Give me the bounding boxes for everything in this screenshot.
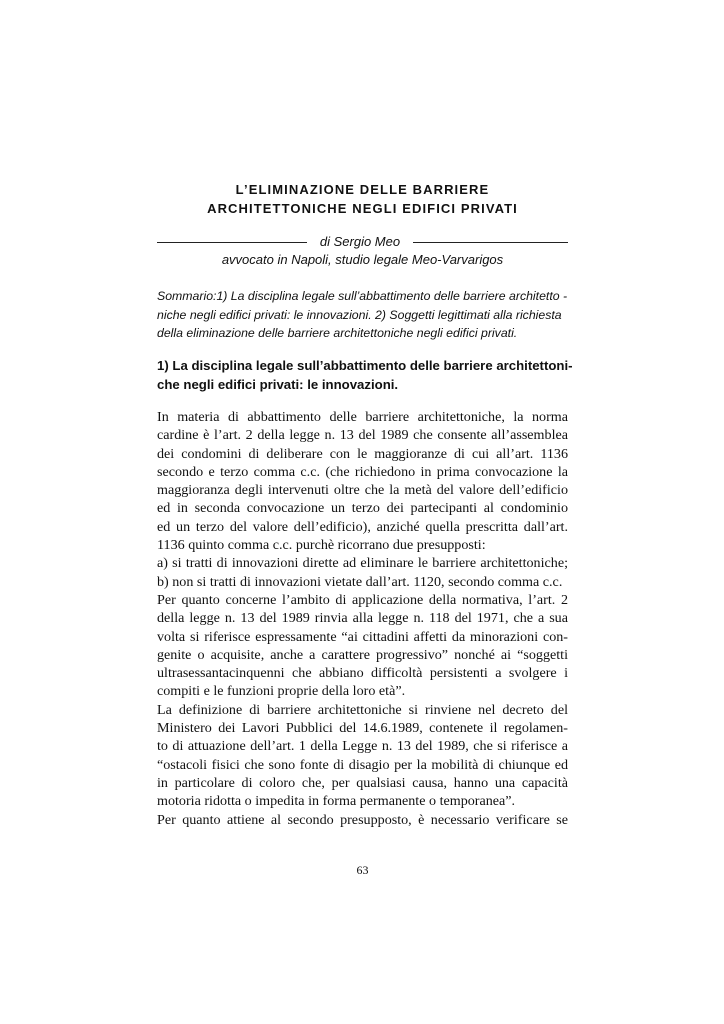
body-line: della legge n. 13 del 1989 rinvia alla legge n. 118 del 1971, che a sua [157, 610, 568, 627]
body-line: ed un terzo del valore dell’edificio), anziché quella prescritta dall’art. [157, 518, 568, 535]
section-heading [157, 356, 573, 394]
article-title [157, 180, 568, 218]
summary-line: della eliminazione delle barriere architettoniche negli edifici privati. [157, 326, 518, 340]
article-summary [157, 287, 568, 343]
body-line: ed in seconda convocazione un terzo dei partecipanti al condominio [157, 500, 568, 517]
author-affiliation: avvocato in Napoli, studio legale Meo-Varvarigos [221, 252, 504, 267]
heading-line: 1) La disciplina legale sull’abbattimento delle barriere architettoni- [157, 358, 573, 373]
byline [157, 233, 568, 251]
body-line: motoria ridotta o impedita in forma permanente o temporanea”. [157, 793, 516, 810]
heading-line: che negli edifici privati: le innovazioni. [157, 377, 399, 392]
author-name: di Sergio Meo [319, 234, 401, 249]
body-line: a) si tratti di innovazioni dirette ad eliminare le barriere architettoniche; [157, 555, 568, 572]
body-line: 1136 quinto comma c.c. purchè ricorrano due presupposti: [157, 537, 486, 554]
body-line: secondo e terzo comma c.c. (che richiedono in prima convocazione la [157, 463, 568, 480]
body-line: genite o acquisite, anche a carattere progressivo” nonché ai “soggetti [157, 646, 568, 663]
body-line: cardine è l’art. 2 della legge n. 13 del 1989 che consente all’assemblea [157, 427, 568, 444]
body-line: dei condomini di deliberare con le maggioranze di cui all’art. 1136 [157, 445, 568, 462]
body-line: maggioranza degli intervenuti oltre che la metà del valore dell’edificio [157, 482, 568, 499]
body-line: compiti e le funzioni proprie della loro età”. [157, 683, 406, 700]
body-line: to di attuazione dell’art. 1 della Legge n. 13 del 1989, che si riferisce a [157, 738, 568, 755]
body-line: ultrasessantacinquenni che abbiano difficoltà persistenti a svolgere i [157, 665, 568, 682]
body-line: In materia di abbattimento delle barriere architettoniche, la norma [157, 409, 568, 425]
body-line: volta si riferisce espressamente “ai cittadini affetti da minorazioni con- [157, 628, 568, 645]
left-divider-rule [157, 242, 307, 243]
body-text [157, 408, 568, 829]
body-line: Per quanto concerne l’ambito di applicazione della normativa, l’art. 2 [157, 591, 568, 608]
title-line: ARCHITETTONICHE NEGLI EDIFICI PRIVATI [207, 201, 518, 216]
summary-line: niche negli edifici privati: le innovazioni. 2) Soggetti legittimati alla richiesta [157, 307, 562, 322]
body-line: “ostacoli fisici che sono fonte di disagio per la mobilità di chiunque ed [157, 756, 568, 773]
body-line: La definizione di barriere architettoniche si rinviene nel decreto del [157, 701, 568, 718]
title-line: L’ELIMINAZIONE DELLE BARRIERE [235, 182, 490, 197]
page-number: 63 [356, 863, 369, 877]
body-line: Ministero dei Lavori Pubblici del 14.6.1989, contenete il regolamen- [157, 720, 568, 737]
summary-line: Sommario:1) La disciplina legale sull’abbattimento delle barriere architetto - [157, 289, 568, 303]
body-line: Per quanto attiene al secondo presupposto, è necessario verificare se [157, 811, 568, 828]
body-line: in particolare di coloro che, per qualsiasi causa, hanno una capacità [157, 774, 568, 791]
body-line: b) non si tratti di innovazioni vietate dall’art. 1120, secondo comma c.c. [157, 573, 563, 590]
right-divider-rule [413, 242, 568, 243]
